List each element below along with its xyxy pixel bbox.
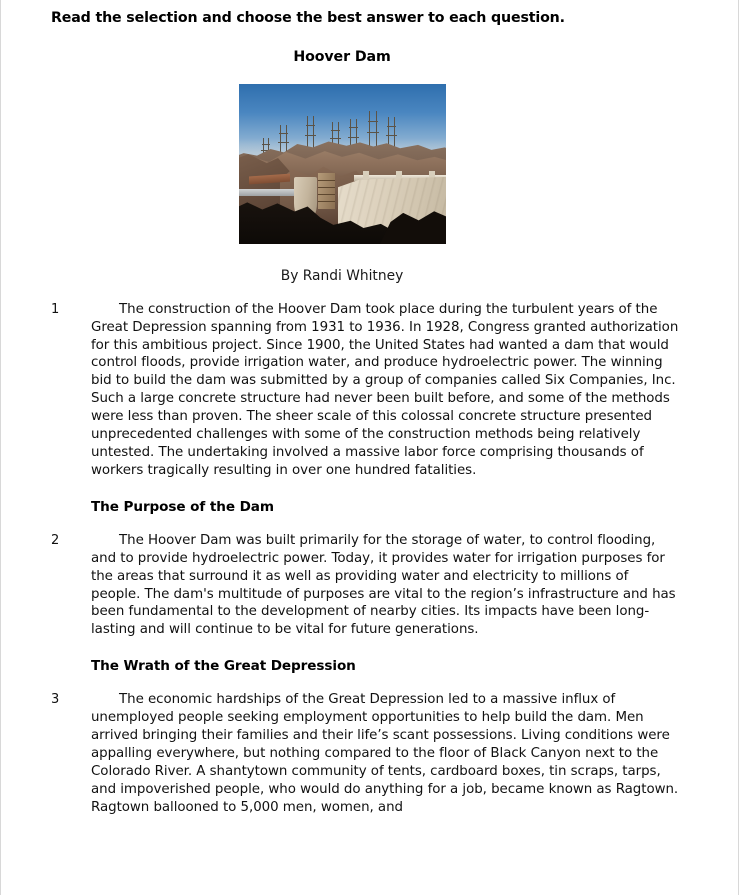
paragraph-text: The Hoover Dam was built primarily for the storage of water, to control flooding, and to provide hydroelectric power. Today, it provides water for irrigation purposes for the areas that surround it as well as providing water and electricity to millions of people. The dam's multitude of purposes are vital to the region’s infrastructure and has been fundamental to the development of nearby cities. Its impacts have been long-lasting and will continue to be vital for future generations. xyxy=(91,532,676,638)
paragraph-number: 2 xyxy=(51,532,60,548)
paragraph-text: The economic hardships of the Great Depression led to a massive influx of unemployed people seeking employment opportunities to help build the dam. Men arrived bringing their families and their life’s scant possessions. Living conditions were appalling everywhere, but nothing compared to the floor of Black Canyon next to the Colorado River. A shantytown community of tents, cardboard boxes, tin scraps, tarps, and impoverished people, who would do anything for a job, became known as Ragtown. Ragtown ballooned to 5,000 men, women, and xyxy=(91,692,679,815)
paragraph-number: 3 xyxy=(51,692,60,708)
paragraph-1 xyxy=(51,301,681,480)
section-heading-purpose: The Purpose of the Dam xyxy=(91,498,274,515)
document-content xyxy=(51,0,681,817)
figure-container xyxy=(51,84,681,244)
instruction-line: Read the selection and choose the best answer to each question. xyxy=(51,10,565,26)
photo-roadway xyxy=(239,189,301,195)
photo-crest-pier xyxy=(396,171,402,179)
section-heading-wrath: The Wrath of the Great Depression xyxy=(91,658,356,675)
paragraph-number: 1 xyxy=(51,301,60,317)
paragraph-3 xyxy=(51,691,681,816)
photo-crest-pier xyxy=(363,171,369,179)
page-title: Hoover Dam xyxy=(293,48,391,65)
hoover-dam-photo xyxy=(239,84,446,244)
paragraph-text: The construction of the Hoover Dam took place during the turbulent years of the Great Depression spanning from 1931 to 1936. In 1928, Congress granted authorization for this ambitious project. Since 1900, the United States had wanted a dam that would control floods, provide irrigation water, and produce hydroelectric power. The winning bid to build the dam was submitted by a group of companies called Six Companies, Inc. Such a large concrete structure had never been built before, and some of the methods were less than proven. The sheer scale of this colossal concrete structure presented unprecedented challenges with some of the construction methods being relatively untested. The undertaking involved a massive labor force comprising thousands of workers tragically resulting in over one hundred fatalities. xyxy=(91,301,679,478)
author-byline: By Randi Whitney xyxy=(280,267,404,284)
photo-intake-tower-b xyxy=(318,173,335,208)
paragraph-2 xyxy=(51,532,681,639)
